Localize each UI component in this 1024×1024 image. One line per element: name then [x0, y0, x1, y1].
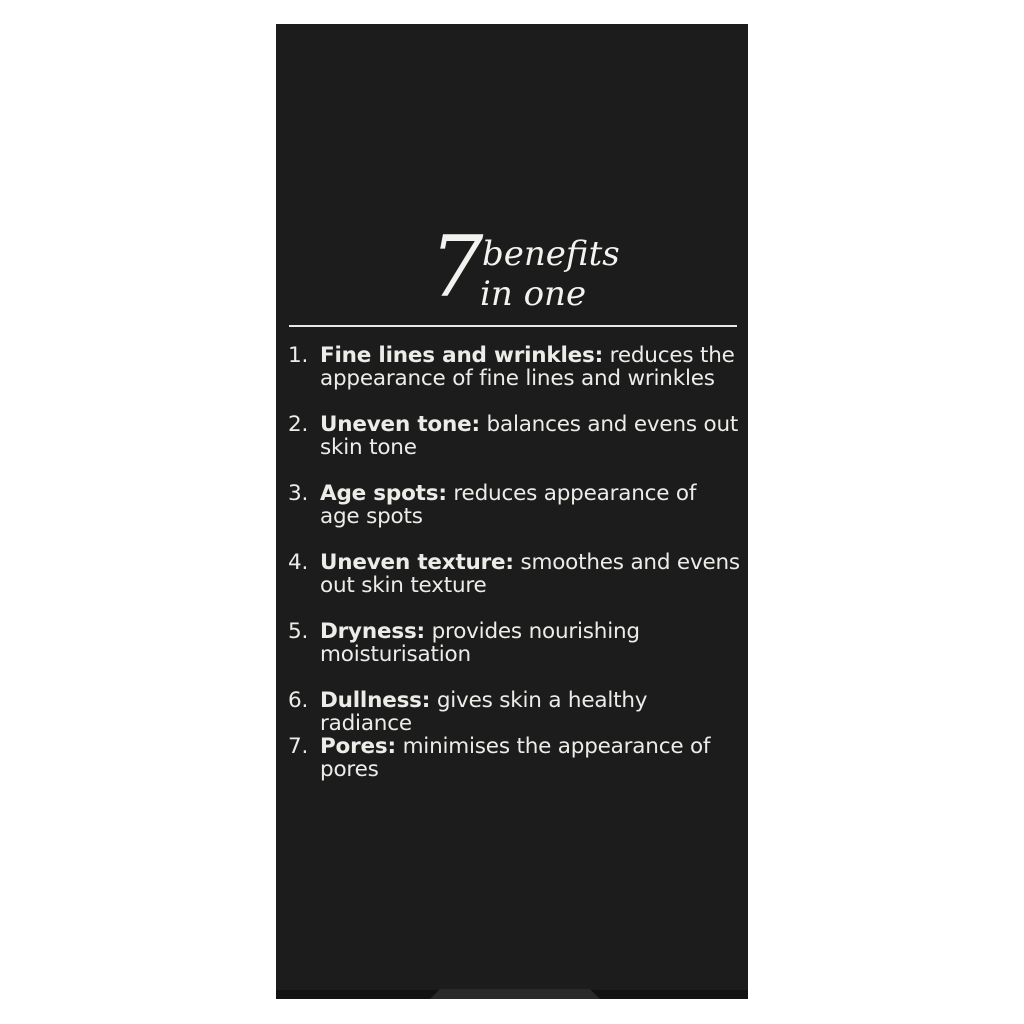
benefit-item-6	[288, 689, 740, 735]
benefit-description: gives skin a healthy radiance	[320, 688, 648, 736]
benefit-description: balances and evens out skin tone	[320, 412, 739, 460]
benefit-item-2	[288, 413, 740, 459]
benefit-number: 2.	[288, 412, 309, 437]
benefit-description: smoothes and evens out skin texture	[320, 550, 740, 598]
benefit-title: Uneven tone:	[320, 412, 480, 437]
benefit-title: Uneven texture:	[320, 550, 514, 575]
benefit-description: provides nourishing moisturisation	[320, 619, 640, 667]
benefit-title: Dryness:	[320, 619, 425, 644]
benefit-item-1	[288, 344, 740, 390]
benefit-title: Pores:	[320, 734, 396, 759]
headline-line-2: in one	[480, 274, 587, 314]
benefit-title: Fine lines and wrinkles:	[320, 343, 604, 368]
headline-line-1: benefits	[482, 234, 620, 274]
benefit-description: reduces the appearance of fine lines and wrinkles	[320, 343, 735, 391]
benefit-description: reduces appearance of age spots	[320, 481, 697, 529]
benefit-number: 4.	[288, 550, 309, 575]
benefit-title: Age spots:	[320, 481, 447, 506]
benefit-number: 6.	[288, 688, 309, 713]
divider-rule	[289, 325, 737, 327]
headline	[430, 218, 650, 316]
benefit-number: 3.	[288, 481, 309, 506]
benefit-number: 5.	[288, 619, 309, 644]
benefit-item-4	[288, 551, 740, 597]
benefit-item-5	[288, 620, 740, 666]
benefit-item-7	[288, 735, 740, 781]
benefit-number: 1.	[288, 343, 309, 368]
headline-number: 7	[430, 218, 484, 316]
benefit-title: Dullness:	[320, 688, 431, 713]
benefit-number: 7.	[288, 734, 309, 759]
box-tab-notch	[430, 989, 600, 999]
benefit-description: minimises the appearance of pores	[320, 734, 711, 782]
benefit-item-3	[288, 482, 740, 528]
